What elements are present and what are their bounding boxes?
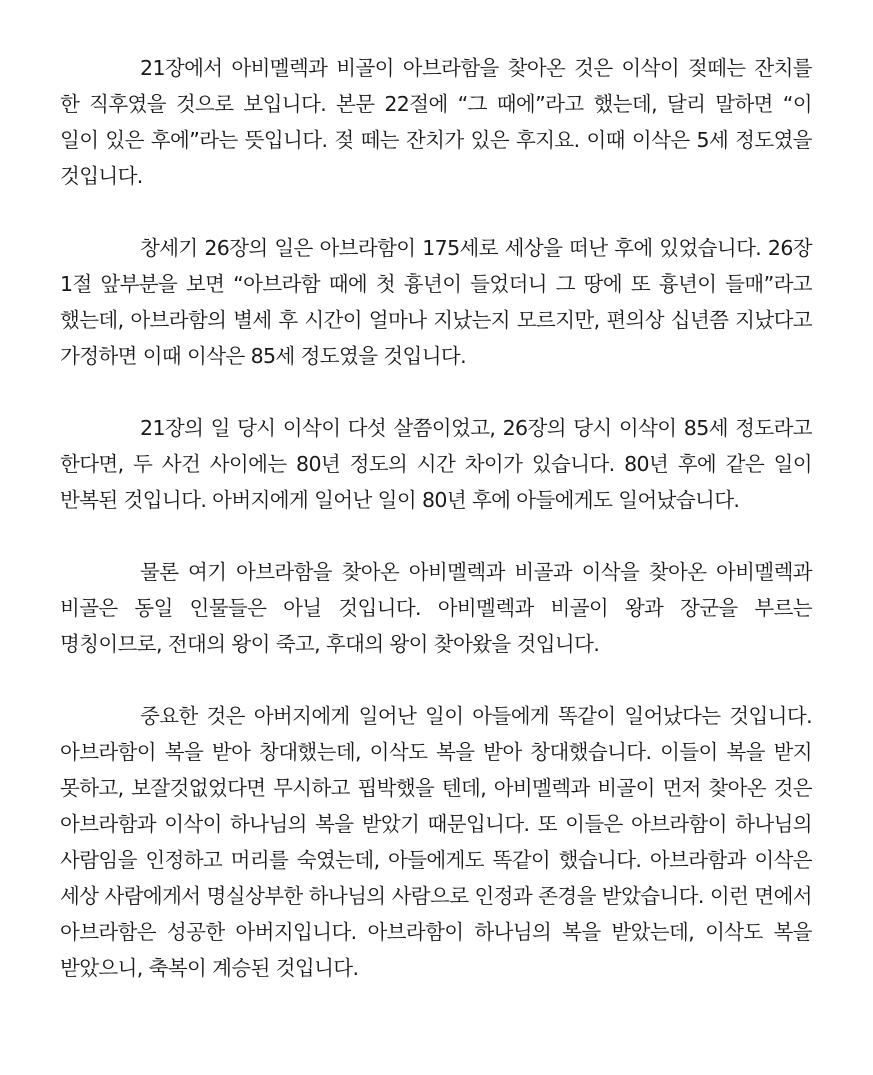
document-body xyxy=(60,50,812,1022)
paragraph-2: 창세기 26장의 일은 아브라함이 175세로 세상을 떠난 후에 있었습니다. 26장 1절 앞부분을 보면 “아브라함 때에 첫 흉년이 들었더니 그 땅에 또 흉년이 들매”라고 했는데, 아브라함의 별세 후 시간이 얼마나 지났는지 모르지만, 편의상 십년쯤 지났다고 가정하면 이때 이삭은 85세 정도였을 것입니다. xyxy=(60,236,812,368)
paragraph-4: 물론 여기 아브라함을 찾아온 아비멜렉과 비골과 이삭을 찾아온 아비멜렉과 비골은 동일 인물들은 아닐 것입니다. 아비멜렉과 비골이 왕과 장군을 부르는 명칭이므로, 전대의 왕이 죽고, 후대의 왕이 찾아왔을 것입니다. xyxy=(60,560,812,656)
paragraph-1: 21장에서 아비멜렉과 비골이 아브라함을 찾아온 것은 이삭이 젖떼는 잔치를 한 직후였을 것으로 보입니다. 본문 22절에 “그 때에”라고 했는데, 달리 말하면 “이 일이 있은 후에”라는 뜻입니다. 젖 떼는 잔치가 있은 후지요. 이때 이삭은 5세 정도였을 것입니다. xyxy=(60,56,812,188)
paragraph-5: 중요한 것은 아버지에게 일어난 일이 아들에게 똑같이 일어났다는 것입니다. 아브라함이 복을 받아 창대했는데, 이삭도 복을 받아 창대했습니다. 이들이 복을 받지 못하고, 보잘것없었다면 무시하고 핍박했을 텐데, 아비멜렉과 비골이 먼저 찾아온 것은 아브라함과 이삭이 하나님의 복을 받았기 때문입니다. 또 이들은 아브라함이 하나님의 사람임을 인정하고 머리를 숙였는데, 아들에게도 똑같이 했습니다. 아브라함과 이삭은 세상 사람에게서 명실상부한 하나님의 사람으로 인정과 존경을 받았습니다. 이런 면에서 아브라함은 성공한 아버지입니다. 아브라함이 하나님의 복을 받았는데, 이삭도 복을 받았으니, 축복이 계승된 것입니다. xyxy=(60,704,812,980)
paragraph-3: 21장의 일 당시 이삭이 다섯 살쯤이었고, 26장의 당시 이삭이 85세 정도라고 한다면, 두 사건 사이에는 80년 정도의 시간 차이가 있습니다. 80년 후에 같은 일이 반복된 것입니다. 아버지에게 일어난 일이 80년 후에 아들에게도 일어났습니다. xyxy=(60,416,812,512)
